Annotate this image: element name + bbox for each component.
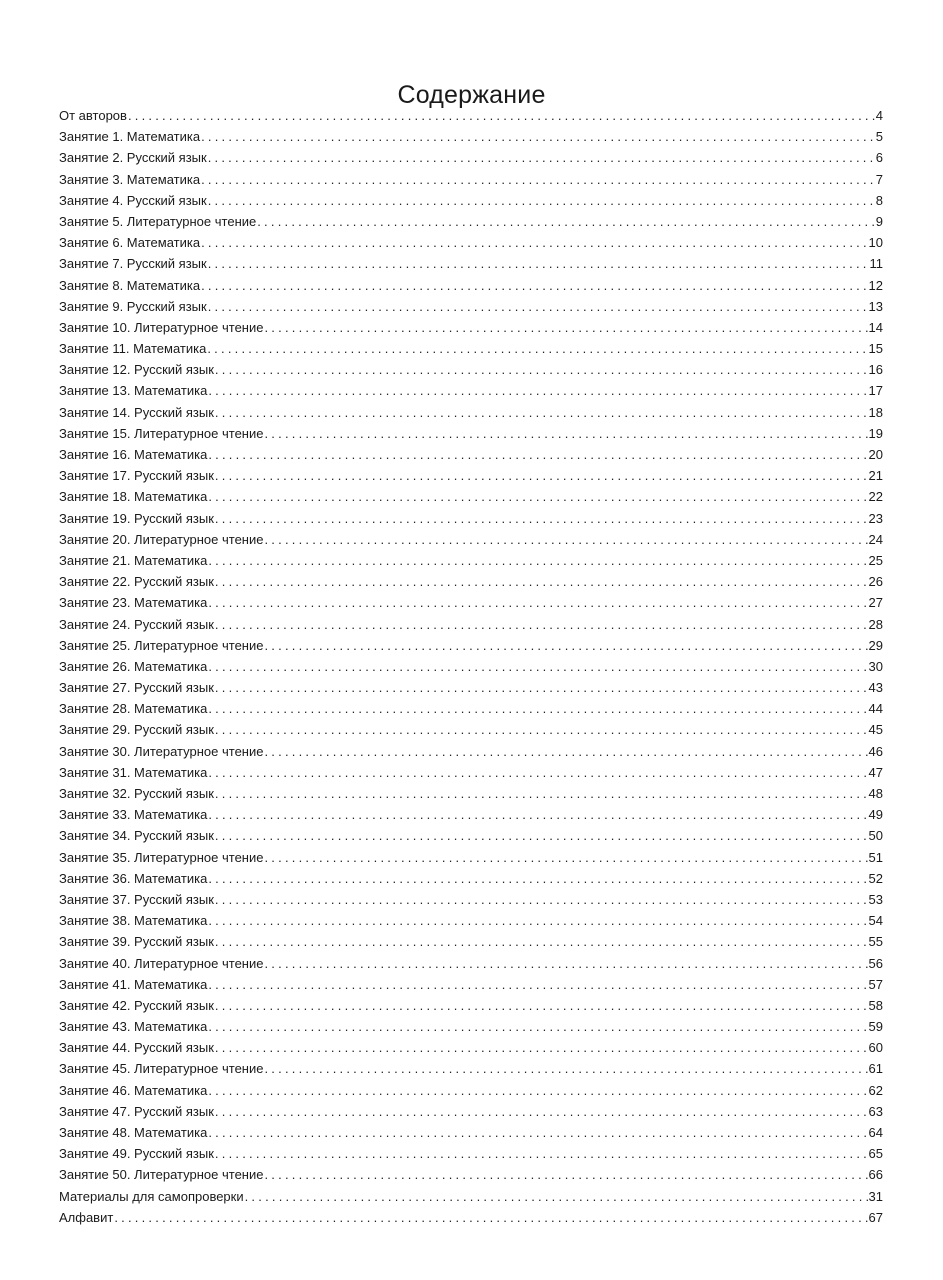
dot-leader	[215, 995, 868, 1016]
toc-entry-title: Материалы для самопроверки	[59, 1188, 244, 1204]
dot-leader	[215, 783, 868, 804]
toc-page-number: 27	[868, 595, 883, 611]
toc-page-number: 8	[875, 192, 883, 208]
toc-entry-title: Занятие 26. Математика	[59, 658, 208, 674]
toc-page-number: 20	[868, 447, 883, 462]
table-of-contents	[59, 105, 883, 1228]
toc-page-number: 23	[868, 510, 883, 526]
toc-entry[interactable]	[59, 825, 883, 846]
toc-page-number: 9	[875, 213, 883, 229]
dot-leader	[264, 1058, 867, 1079]
toc-entry[interactable]	[59, 1143, 883, 1164]
toc-page-number: 28	[868, 616, 883, 632]
toc-entry-title: Алфавит	[59, 1209, 114, 1225]
dot-leader	[208, 1016, 867, 1037]
toc-page-number: 26	[868, 574, 883, 590]
toc-page-number: 15	[868, 341, 883, 357]
dot-leader	[215, 508, 868, 529]
dot-leader	[208, 253, 869, 274]
toc-entry[interactable]	[59, 847, 883, 868]
toc-page-number: 61	[868, 1061, 883, 1077]
toc-page-number: 49	[868, 807, 883, 823]
dot-leader	[215, 359, 868, 380]
toc-entry[interactable]	[59, 317, 883, 338]
toc-page-number: 66	[868, 1167, 883, 1183]
toc-entry-title: Занятие 4. Русский язык	[59, 192, 207, 208]
toc-page-number: 6	[875, 150, 883, 166]
toc-entry[interactable]	[59, 147, 883, 168]
toc-page-number: 5	[875, 129, 883, 145]
dot-leader	[208, 444, 867, 465]
toc-entry-title: Занятие 15. Литературное чтение	[59, 425, 264, 441]
dot-leader	[215, 465, 868, 486]
toc-page-number: 57	[868, 976, 883, 992]
toc-entry-title: Занятие 35. Литературное чтение	[59, 849, 264, 865]
dot-leader	[208, 698, 867, 719]
toc-entry[interactable]	[59, 253, 883, 274]
toc-page-number: 65	[868, 1146, 883, 1162]
toc-entry-title: Занятие 44. Русский язык	[59, 1040, 214, 1056]
toc-entry[interactable]	[59, 889, 883, 910]
toc-page-number: 55	[868, 934, 883, 950]
toc-entry[interactable]	[59, 423, 883, 444]
toc-entry[interactable]	[59, 1186, 883, 1207]
toc-page-number: 48	[868, 786, 883, 801]
dot-leader	[208, 1080, 867, 1101]
dot-leader	[215, 1037, 868, 1058]
toc-page-number: 25	[868, 552, 883, 568]
toc-page-number: 59	[868, 1019, 883, 1035]
toc-page-number: 17	[868, 383, 883, 399]
dot-leader	[215, 719, 868, 740]
toc-entry-title: Занятие 8. Математика	[59, 277, 201, 293]
toc-entry[interactable]	[59, 719, 883, 740]
dot-leader	[208, 1122, 867, 1143]
toc-entry-title: Занятие 46. Математика	[59, 1082, 208, 1098]
toc-entry[interactable]	[59, 698, 883, 719]
toc-page-number: 51	[868, 849, 883, 865]
toc-entry-title: Занятие 32. Русский язык	[59, 786, 214, 801]
toc-page-number: 21	[868, 468, 883, 484]
toc-page-number: 67	[868, 1209, 883, 1225]
toc-entry-title: Занятие 49. Русский язык	[59, 1146, 214, 1162]
toc-entry-title: Занятие 31. Математика	[59, 764, 208, 780]
toc-entry-title: Занятие 20. Литературное чтение	[59, 531, 264, 547]
toc-entry-title: Занятие 48. Математика	[59, 1125, 208, 1140]
toc-page-number: 64	[868, 1125, 883, 1140]
toc-entry[interactable]	[59, 635, 883, 656]
toc-entry[interactable]	[59, 1058, 883, 1079]
dot-leader	[114, 1207, 867, 1228]
dot-leader	[264, 529, 867, 550]
toc-page-number: 53	[868, 891, 883, 907]
toc-entry-title: Занятие 38. Математика	[59, 913, 208, 929]
dot-leader	[264, 423, 867, 444]
toc-page-number: 50	[868, 828, 883, 844]
dot-leader	[208, 486, 867, 507]
dot-leader	[264, 741, 867, 762]
toc-entry[interactable]	[59, 486, 883, 507]
toc-entry[interactable]	[59, 1016, 883, 1037]
toc-page-number: 19	[868, 425, 883, 441]
dot-leader	[128, 105, 875, 126]
toc-entry[interactable]	[59, 402, 883, 423]
dot-leader	[208, 296, 868, 317]
toc-page-number: 47	[868, 764, 883, 780]
dot-leader	[208, 868, 867, 889]
toc-entry[interactable]	[59, 762, 883, 783]
toc-page-number: 63	[868, 1103, 883, 1119]
toc-entry-title: Занятие 43. Математика	[59, 1019, 208, 1035]
dot-leader	[208, 592, 867, 613]
toc-entry[interactable]	[59, 359, 883, 380]
toc-entry-title: Занятие 12. Русский язык	[59, 362, 214, 378]
toc-page-number: 7	[875, 171, 883, 187]
dot-leader	[208, 762, 867, 783]
toc-entry[interactable]	[59, 592, 883, 613]
toc-entry[interactable]	[59, 1080, 883, 1101]
toc-entry-title: Занятие 18. Математика	[59, 489, 208, 505]
dot-leader	[215, 825, 868, 846]
toc-page-number: 45	[868, 722, 883, 738]
toc-entry-title: Занятие 23. Математика	[59, 595, 208, 611]
toc-entry-title: Занятие 37. Русский язык	[59, 891, 214, 907]
toc-entry-title: Занятие 45. Литературное чтение	[59, 1061, 264, 1077]
dot-leader	[201, 169, 875, 190]
dot-leader	[245, 1186, 868, 1207]
toc-entry[interactable]	[59, 677, 883, 698]
toc-entry[interactable]	[59, 656, 883, 677]
toc-entry[interactable]	[59, 783, 883, 804]
toc-entry[interactable]	[59, 211, 883, 232]
toc-entry[interactable]	[59, 571, 883, 592]
dot-leader	[264, 953, 867, 974]
toc-entry-title: Занятие 22. Русский язык	[59, 574, 214, 590]
toc-entry-title: Занятие 41. Математика	[59, 976, 208, 992]
toc-entry-title: Занятие 21. Математика	[59, 552, 208, 568]
dot-leader	[201, 126, 875, 147]
dot-leader	[201, 275, 867, 296]
dot-leader	[264, 1164, 867, 1185]
toc-entry[interactable]	[59, 465, 883, 486]
toc-page-number: 16	[868, 362, 883, 378]
toc-page-number: 13	[868, 298, 883, 314]
dot-leader	[208, 147, 875, 168]
toc-entry[interactable]	[59, 995, 883, 1016]
toc-entry-title: Занятие 19. Русский язык	[59, 510, 214, 526]
dot-leader	[264, 847, 867, 868]
toc-entry-title: Занятие 3. Математика	[59, 171, 201, 187]
toc-entry-title: От авторов	[59, 108, 127, 123]
toc-page-number: 24	[868, 531, 883, 547]
dot-leader	[264, 635, 867, 656]
toc-entry[interactable]	[59, 953, 883, 974]
toc-page-number: 43	[868, 680, 883, 696]
toc-entry-title: Занятие 9. Русский язык	[59, 298, 207, 314]
toc-entry[interactable]	[59, 1101, 883, 1122]
dot-leader	[208, 550, 867, 571]
toc-page-number: 60	[868, 1040, 883, 1056]
toc-page-number: 11	[869, 256, 883, 272]
toc-entry-title: Занятие 30. Литературное чтение	[59, 743, 264, 759]
toc-entry-title: Занятие 5. Литературное чтение	[59, 213, 257, 229]
toc-entry-title: Занятие 28. Математика	[59, 701, 208, 717]
dot-leader	[264, 317, 867, 338]
toc-page-number: 30	[868, 658, 883, 674]
toc-entry-title: Занятие 29. Русский язык	[59, 722, 214, 738]
dot-leader	[208, 804, 867, 825]
toc-page-number: 54	[868, 913, 883, 929]
dot-leader	[215, 614, 868, 635]
toc-entry[interactable]	[59, 550, 883, 571]
toc-entry[interactable]	[59, 974, 883, 995]
toc-entry-title: Занятие 14. Русский язык	[59, 404, 214, 420]
toc-entry-title: Занятие 24. Русский язык	[59, 616, 214, 632]
dot-leader	[215, 889, 868, 910]
toc-entry[interactable]	[59, 910, 883, 931]
toc-entry[interactable]	[59, 1122, 883, 1143]
toc-entry-title: Занятие 16. Математика	[59, 447, 208, 462]
toc-entry[interactable]	[59, 444, 883, 465]
toc-entry-title: Занятие 50. Литературное чтение	[59, 1167, 264, 1183]
dot-leader	[208, 910, 867, 931]
toc-page-number: 31	[868, 1188, 883, 1204]
toc-entry-title: Занятие 11. Математика	[59, 341, 207, 357]
toc-entry-title: Занятие 7. Русский язык	[59, 256, 207, 272]
toc-page-number: 52	[868, 870, 883, 886]
toc-page-number: 18	[868, 404, 883, 420]
toc-entry[interactable]	[59, 931, 883, 952]
toc-entry-title: Занятие 33. Математика	[59, 807, 208, 823]
toc-page-number: 14	[868, 319, 883, 335]
toc-page-number: 4	[875, 108, 883, 123]
dot-leader	[208, 974, 867, 995]
toc-entry[interactable]	[59, 126, 883, 147]
dot-leader	[215, 931, 868, 952]
toc-page-number: 44	[868, 701, 883, 717]
toc-page-number: 58	[868, 997, 883, 1013]
dot-leader	[215, 1143, 868, 1164]
toc-entry[interactable]	[59, 190, 883, 211]
dot-leader	[215, 402, 868, 423]
toc-entry[interactable]	[59, 614, 883, 635]
toc-entry[interactable]	[59, 1207, 883, 1228]
toc-entry[interactable]	[59, 296, 883, 317]
toc-entry[interactable]	[59, 1037, 883, 1058]
toc-entry-title: Занятие 34. Русский язык	[59, 828, 214, 844]
toc-page-number: 29	[868, 637, 883, 653]
toc-page-number: 22	[868, 489, 883, 505]
toc-entry-title: Занятие 1. Математика	[59, 129, 201, 145]
toc-entry-title: Занятие 17. Русский язык	[59, 468, 214, 484]
toc-entry-title: Занятие 2. Русский язык	[59, 150, 207, 166]
toc-entry-title: Занятие 40. Литературное чтение	[59, 955, 264, 971]
toc-entry[interactable]	[59, 508, 883, 529]
toc-entry-title: Занятие 13. Математика	[59, 383, 208, 399]
toc-page-number: 46	[868, 743, 883, 759]
toc-entry[interactable]	[59, 169, 883, 190]
toc-page-number: 56	[868, 955, 883, 971]
toc-entry-title: Занятие 10. Литературное чтение	[59, 319, 264, 335]
toc-entry-title: Занятие 27. Русский язык	[59, 680, 214, 696]
dot-leader	[207, 338, 867, 359]
toc-page-number: 12	[868, 277, 883, 293]
dot-leader	[208, 380, 867, 401]
toc-entry[interactable]	[59, 380, 883, 401]
toc-entry[interactable]	[59, 1164, 883, 1185]
dot-leader	[208, 656, 867, 677]
toc-entry-title: Занятие 36. Математика	[59, 870, 208, 886]
toc-entry-title: Занятие 39. Русский язык	[59, 934, 214, 950]
toc-entry-title: Занятие 42. Русский язык	[59, 997, 214, 1013]
toc-entry[interactable]	[59, 105, 883, 126]
dot-leader	[215, 677, 868, 698]
toc-entry-title: Занятие 25. Литературное чтение	[59, 637, 264, 653]
dot-leader	[215, 1101, 868, 1122]
toc-entry[interactable]	[59, 275, 883, 296]
toc-entry[interactable]	[59, 529, 883, 550]
toc-entry[interactable]	[59, 868, 883, 889]
toc-entry-title: Занятие 6. Математика	[59, 235, 201, 251]
toc-entry-title: Занятие 47. Русский язык	[59, 1103, 214, 1119]
dot-leader	[215, 571, 868, 592]
toc-entry[interactable]	[59, 804, 883, 825]
dot-leader	[257, 211, 875, 232]
toc-entry[interactable]	[59, 232, 883, 253]
dot-leader	[201, 232, 867, 253]
toc-entry[interactable]	[59, 338, 883, 359]
toc-entry[interactable]	[59, 741, 883, 762]
dot-leader	[208, 190, 875, 211]
toc-page-number: 10	[868, 235, 883, 251]
toc-page-number: 62	[868, 1082, 883, 1098]
page-title: Содержание	[397, 80, 546, 109]
